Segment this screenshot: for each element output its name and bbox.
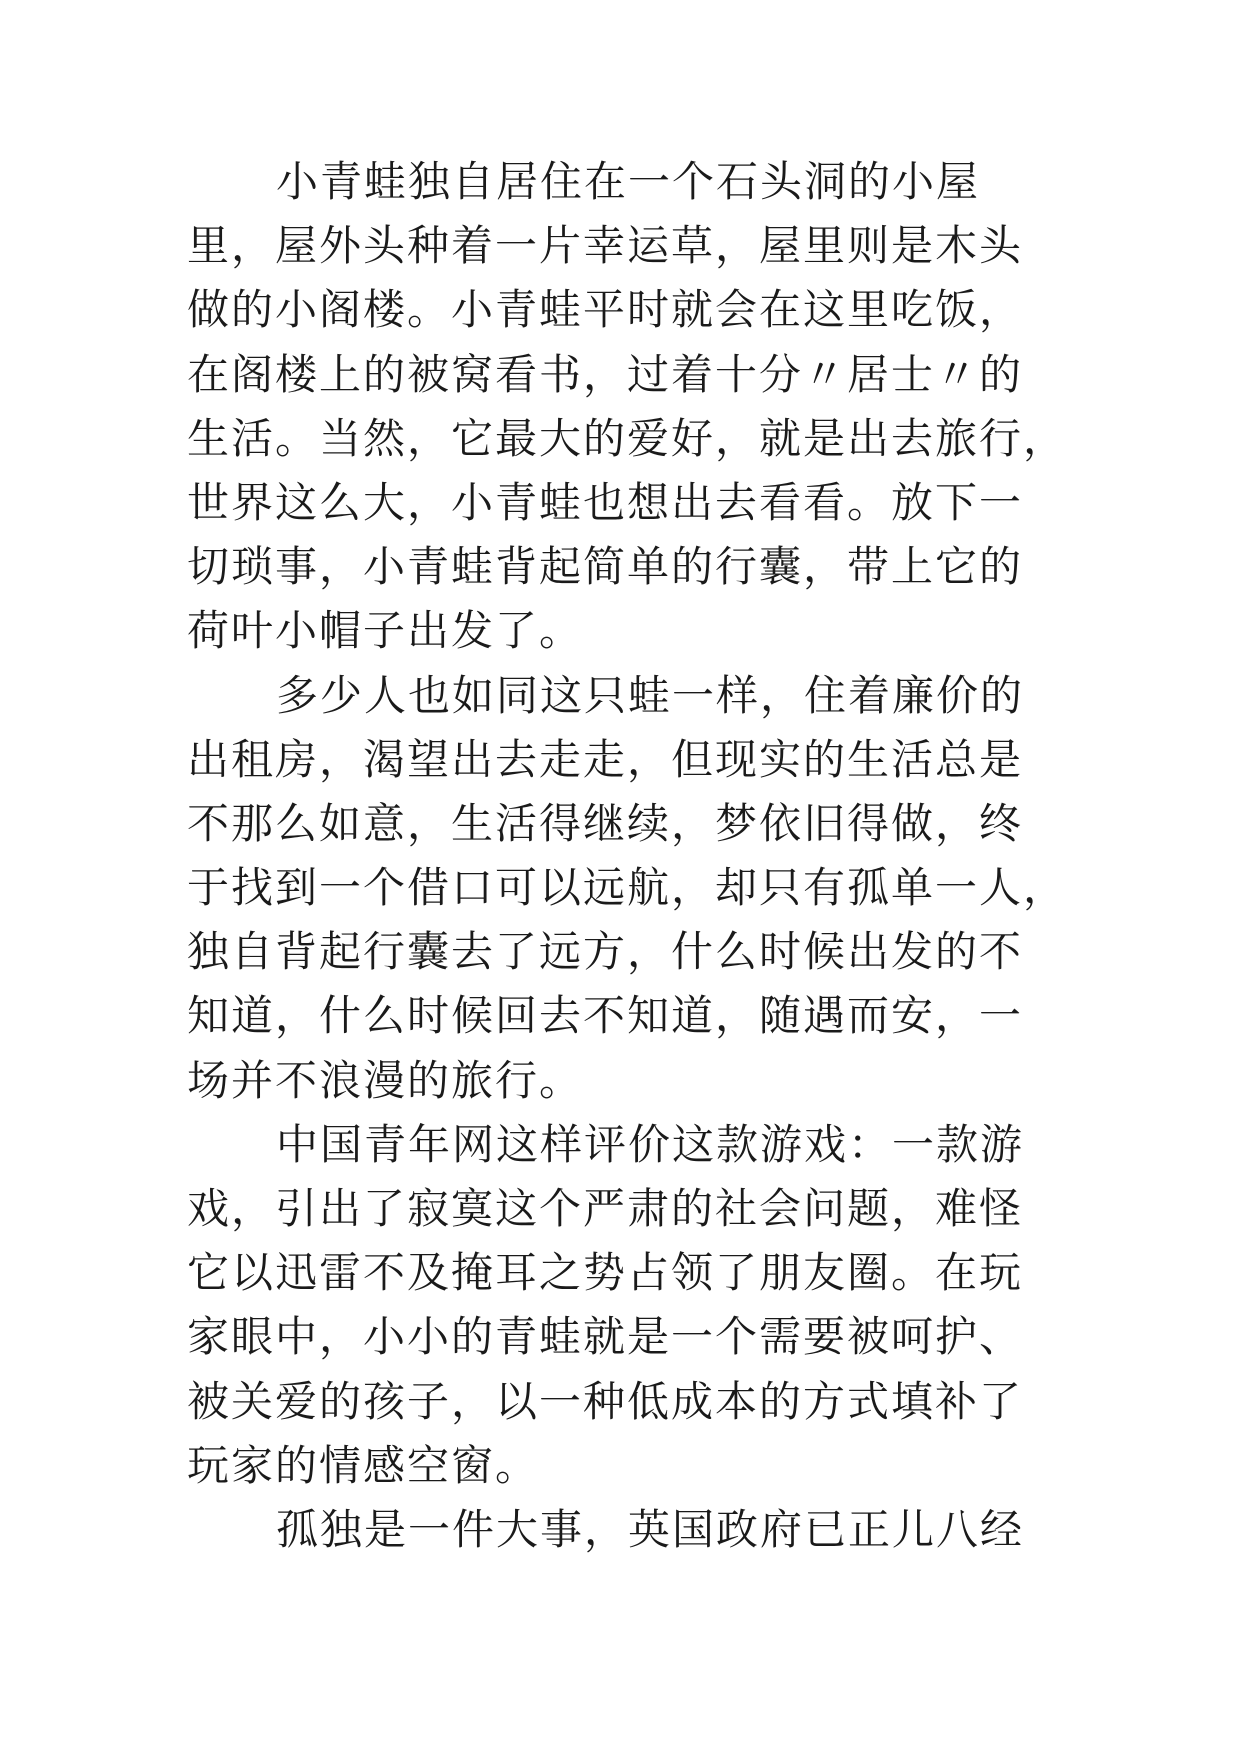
text-line: 小青蛙独自居住在一个石头洞的小屋 bbox=[276, 157, 981, 206]
text-line: 中国青年网这样评价这款游戏：一款游 bbox=[276, 1119, 1025, 1169]
text-line: 独自背起行囊去了远方，什么时候出发的不 bbox=[187, 927, 1024, 977]
text-line: 场并不浪漫的旅行。 bbox=[187, 1055, 584, 1105]
text-line: 切琐事，小青蛙背起简单的行囊，带上它的 bbox=[187, 542, 1024, 592]
text-line: 不那么如意，生活得继续，梦依旧得做，终 bbox=[187, 798, 1024, 848]
text-line: 在阁楼上的被窝看书，过着十分〃居士〃的 bbox=[187, 349, 1024, 399]
text-line: 它以迅雷不及掩耳之势占领了朋友圈。在玩 bbox=[187, 1248, 1024, 1298]
text-line: 世界这么大，小青蛙也想出去看看。放下一 bbox=[187, 477, 1024, 527]
text-line: 生活。当然，它最大的爱好，就是出去旅行， bbox=[187, 413, 1068, 463]
text-line: 里，屋外头种着一片幸运草，屋里则是木头 bbox=[187, 221, 1024, 271]
text-line: 知道，什么时候回去不知道，随遇而安，一 bbox=[187, 991, 1024, 1041]
text-line: 做的小阁楼。小青蛙平时就会在这里吃饭， bbox=[187, 285, 1024, 335]
text-line: 孤独是一件大事，英国政府已正儿八经 bbox=[276, 1504, 1025, 1554]
body-text bbox=[187, 150, 1187, 1562]
text-line: 多少人也如同这只蛙一样，住着廉价的 bbox=[276, 670, 1025, 720]
text-line: 荷叶小帽子出发了。 bbox=[187, 606, 584, 656]
text-line: 玩家的情感空窗。 bbox=[187, 1440, 540, 1490]
text-line: 于找到一个借口可以远航，却只有孤单一人， bbox=[187, 863, 1068, 913]
text-line: 被关爱的孩子，以一种低成本的方式填补了 bbox=[187, 1376, 1024, 1426]
text-line: 家眼中，小小的青蛙就是一个需要被呵护、 bbox=[187, 1312, 1024, 1362]
text-line: 戏，引出了寂寞这个严肃的社会问题，难怪 bbox=[187, 1184, 1024, 1233]
text-line: 出租房，渴望出去走走，但现实的生活总是 bbox=[187, 734, 1024, 784]
